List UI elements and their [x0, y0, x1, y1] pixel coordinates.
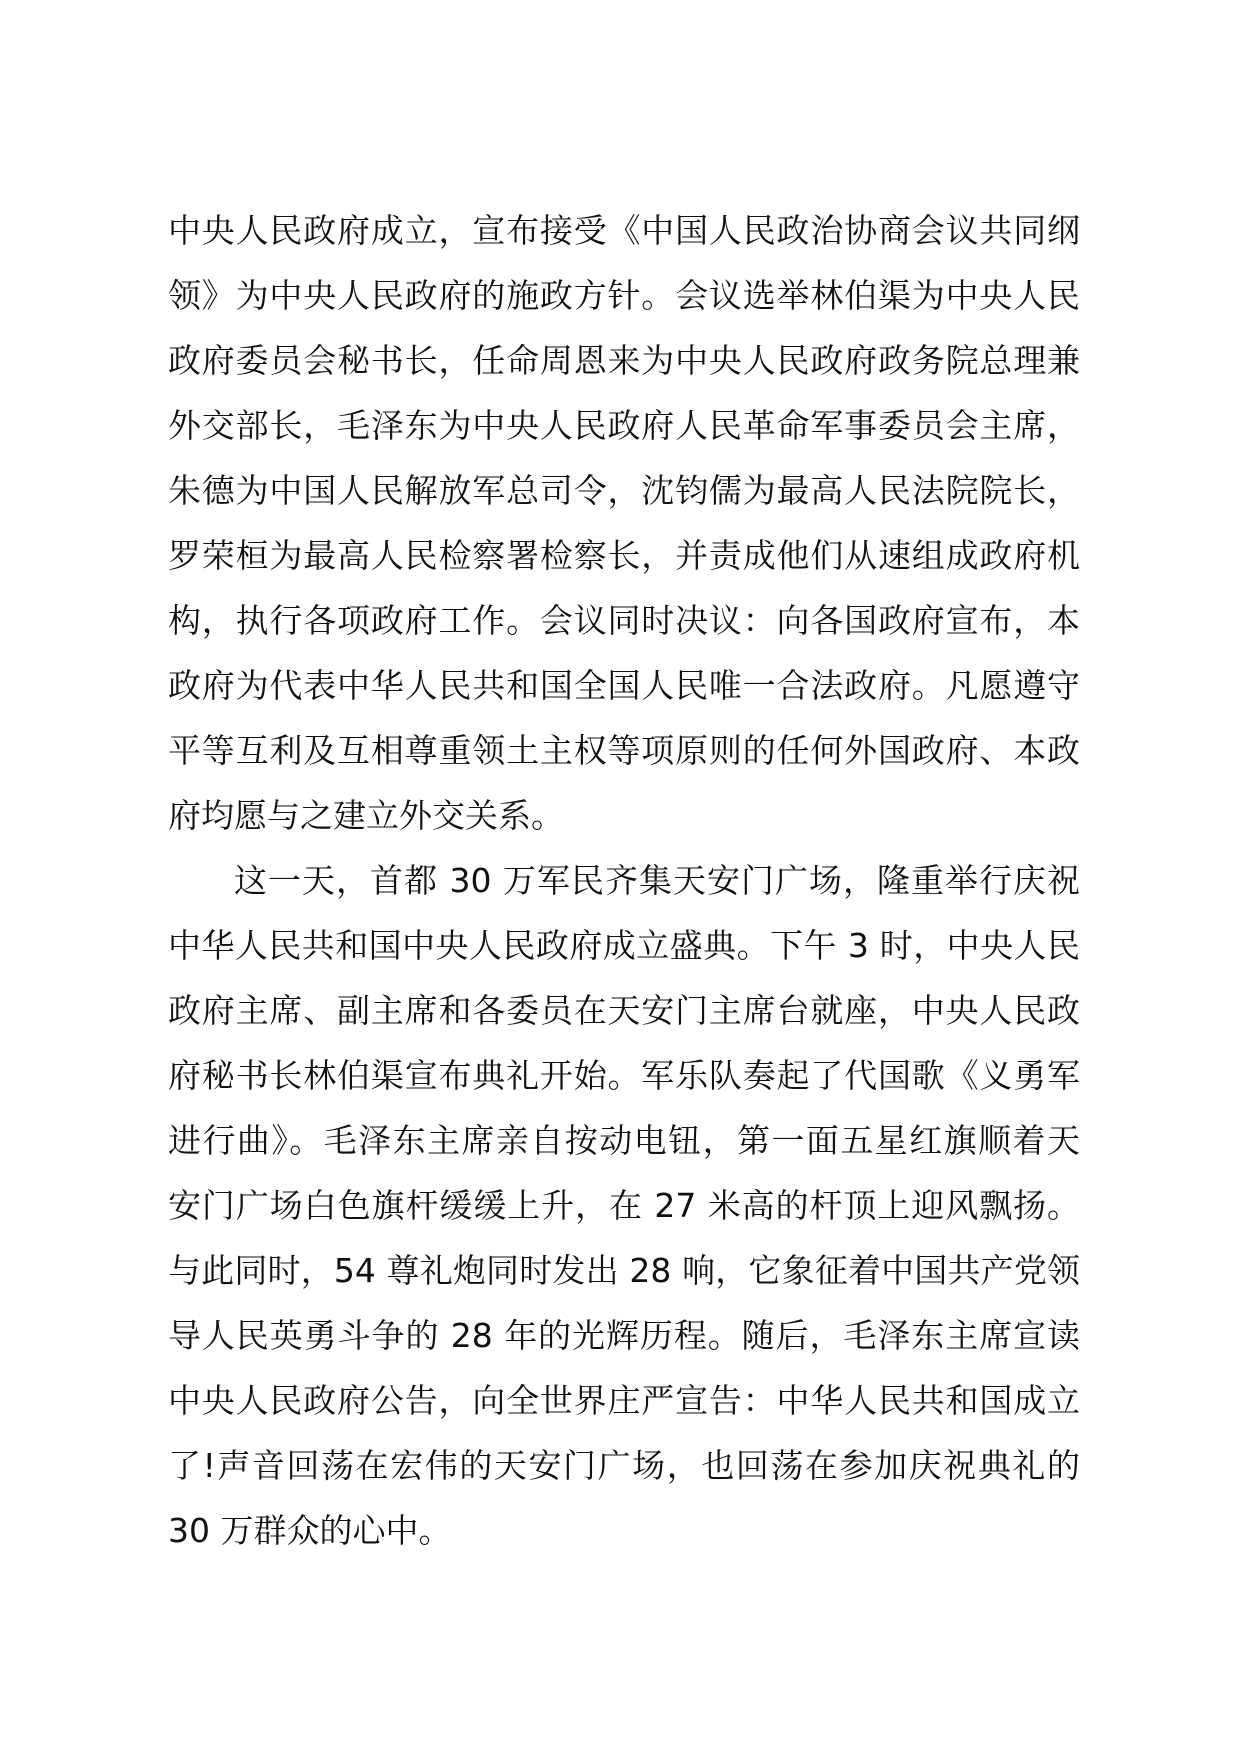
paragraph-2 [168, 848, 1080, 1563]
text-line: 中央人民政府成立，宣布接受《中国人民政治协商会议共同纲 [168, 211, 1080, 250]
text-line: 进行曲》。毛泽东主席亲自按动电钮，第一面五星红旗顺着天 [168, 1121, 1080, 1160]
text-line: 府秘书长林伯渠宣布典礼开始。军乐队奏起了代国歌《义勇军 [168, 1056, 1080, 1095]
paragraph-1 [168, 198, 1080, 848]
text-line: 政府为代表中华人民共和国全国人民唯一合法政府。凡愿遵守 [168, 666, 1080, 705]
text-line: 政府委员会秘书长，任命周恩来为中央人民政府政务院总理兼 [168, 341, 1080, 380]
text-line: 平等互利及互相尊重领土主权等项原则的任何外国政府、本政 [168, 731, 1080, 770]
text-line: 30 万群众的心中。 [168, 1511, 452, 1550]
text-line: 这一天，首都 30 万军民齐集天安门广场，隆重举行庆祝 [234, 861, 1080, 900]
text-line: 与此同时，54 尊礼炮同时发出 28 响，它象征着中国共产党领 [168, 1251, 1080, 1290]
text-line: 朱德为中国人民解放军总司令，沈钧儒为最高人民法院院长， [168, 471, 1080, 510]
text-line: 导人民英勇斗争的 28 年的光辉历程。随后，毛泽东主席宣读 [168, 1316, 1080, 1355]
text-line: 外交部长，毛泽东为中央人民政府人民革命军事委员会主席， [168, 406, 1080, 445]
document-page [168, 198, 1080, 1563]
text-line: 中央人民政府公告，向全世界庄严宣告：中华人民共和国成立 [168, 1381, 1080, 1420]
text-line: 罗荣桓为最高人民检察署检察长，并责成他们从速组成政府机 [168, 536, 1080, 575]
text-line: 安门广场白色旗杆缓缓上升，在 27 米高的杆顶上迎风飘扬。 [168, 1186, 1080, 1225]
text-line: 政府主席、副主席和各委员在天安门主席台就座，中央人民政 [168, 991, 1080, 1030]
text-line: 领》为中央人民政府的施政方针。会议选举林伯渠为中央人民 [168, 276, 1080, 315]
text-line: 构，执行各项政府工作。会议同时决议：向各国政府宣布，本 [168, 601, 1080, 640]
text-line: 了!声音回荡在宏伟的天安门广场，也回荡在参加庆祝典礼的 [168, 1446, 1080, 1485]
text-line: 府均愿与之建立外交关系。 [168, 796, 564, 835]
text-line: 中华人民共和国中央人民政府成立盛典。下午 3 时，中央人民 [168, 926, 1080, 965]
